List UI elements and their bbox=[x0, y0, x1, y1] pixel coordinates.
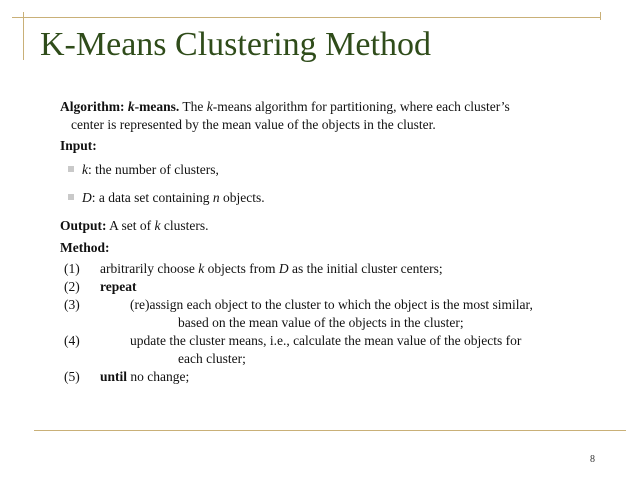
input-text: objects. bbox=[219, 190, 265, 205]
method-label: Method: bbox=[60, 240, 110, 255]
corner-rule-right bbox=[600, 12, 601, 20]
output-var: k bbox=[154, 218, 161, 233]
step-text: arbitrarily choose bbox=[100, 261, 199, 276]
algorithm-desc-1: The bbox=[179, 99, 207, 114]
algorithm-desc-line2: center is represented by the mean value of the objects in the cluster. bbox=[71, 117, 436, 132]
step-text-continued: based on the mean value of the objects in the cluster; bbox=[178, 315, 464, 330]
method-steps bbox=[60, 260, 620, 386]
step-number: (3) bbox=[64, 297, 80, 312]
algorithm-paragraph bbox=[60, 98, 620, 116]
input-list bbox=[60, 161, 620, 207]
output-text: A set of bbox=[106, 218, 155, 233]
step-text: as the initial cluster centers; bbox=[288, 261, 443, 276]
algorithm-name-rest: -means. bbox=[134, 99, 180, 114]
algorithm-name-var: k bbox=[127, 99, 135, 114]
slide-title: K-Means Clustering Method bbox=[40, 26, 431, 63]
square-bullet-icon bbox=[68, 166, 74, 172]
step-text: (re)assign each object to the cluster to which the object is the most similar, bbox=[130, 297, 533, 312]
step-var-k: k bbox=[198, 261, 205, 276]
input-text: : the number of clusters, bbox=[88, 162, 219, 177]
method-step-2 bbox=[60, 278, 620, 296]
bottom-rule bbox=[34, 430, 626, 431]
step-text-continued: each cluster; bbox=[178, 351, 246, 366]
top-rule bbox=[12, 17, 600, 18]
step-keyword: repeat bbox=[100, 279, 137, 294]
step-text: objects from bbox=[204, 261, 279, 276]
algorithm-box bbox=[60, 98, 620, 386]
input-var-n: n bbox=[212, 190, 220, 205]
corner-rule-vertical bbox=[23, 12, 24, 60]
output-text: clusters. bbox=[160, 218, 209, 233]
algorithm-desc-var: k bbox=[206, 99, 213, 114]
step-number: (1) bbox=[64, 261, 80, 276]
method-step-4 bbox=[60, 332, 620, 368]
step-number: (4) bbox=[64, 333, 80, 348]
step-number: (2) bbox=[64, 279, 80, 294]
input-var-d: D bbox=[82, 190, 92, 205]
page-number: 8 bbox=[590, 454, 595, 465]
step-keyword: until bbox=[100, 369, 128, 384]
step-number: (5) bbox=[64, 369, 80, 384]
step-text: update the cluster means, i.e., calculate the mean value of the objects for bbox=[130, 333, 522, 348]
method-step-1 bbox=[60, 260, 620, 278]
input-var-k: k bbox=[82, 162, 88, 177]
method-step-3 bbox=[60, 296, 620, 332]
list-item bbox=[60, 189, 620, 207]
square-bullet-icon bbox=[68, 194, 74, 200]
list-item bbox=[60, 161, 620, 179]
method-step-5 bbox=[60, 368, 620, 386]
step-var-d: D bbox=[278, 261, 289, 276]
algorithm-desc-2: -means algorithm for partitioning, where each cluster’s bbox=[212, 99, 510, 114]
step-text: no change; bbox=[127, 369, 190, 384]
output-line bbox=[60, 217, 620, 235]
algorithm-label: Algorithm: bbox=[60, 99, 125, 114]
output-label: Output: bbox=[60, 218, 107, 233]
input-text: : a data set containing bbox=[91, 190, 213, 205]
input-label: Input: bbox=[60, 138, 97, 153]
